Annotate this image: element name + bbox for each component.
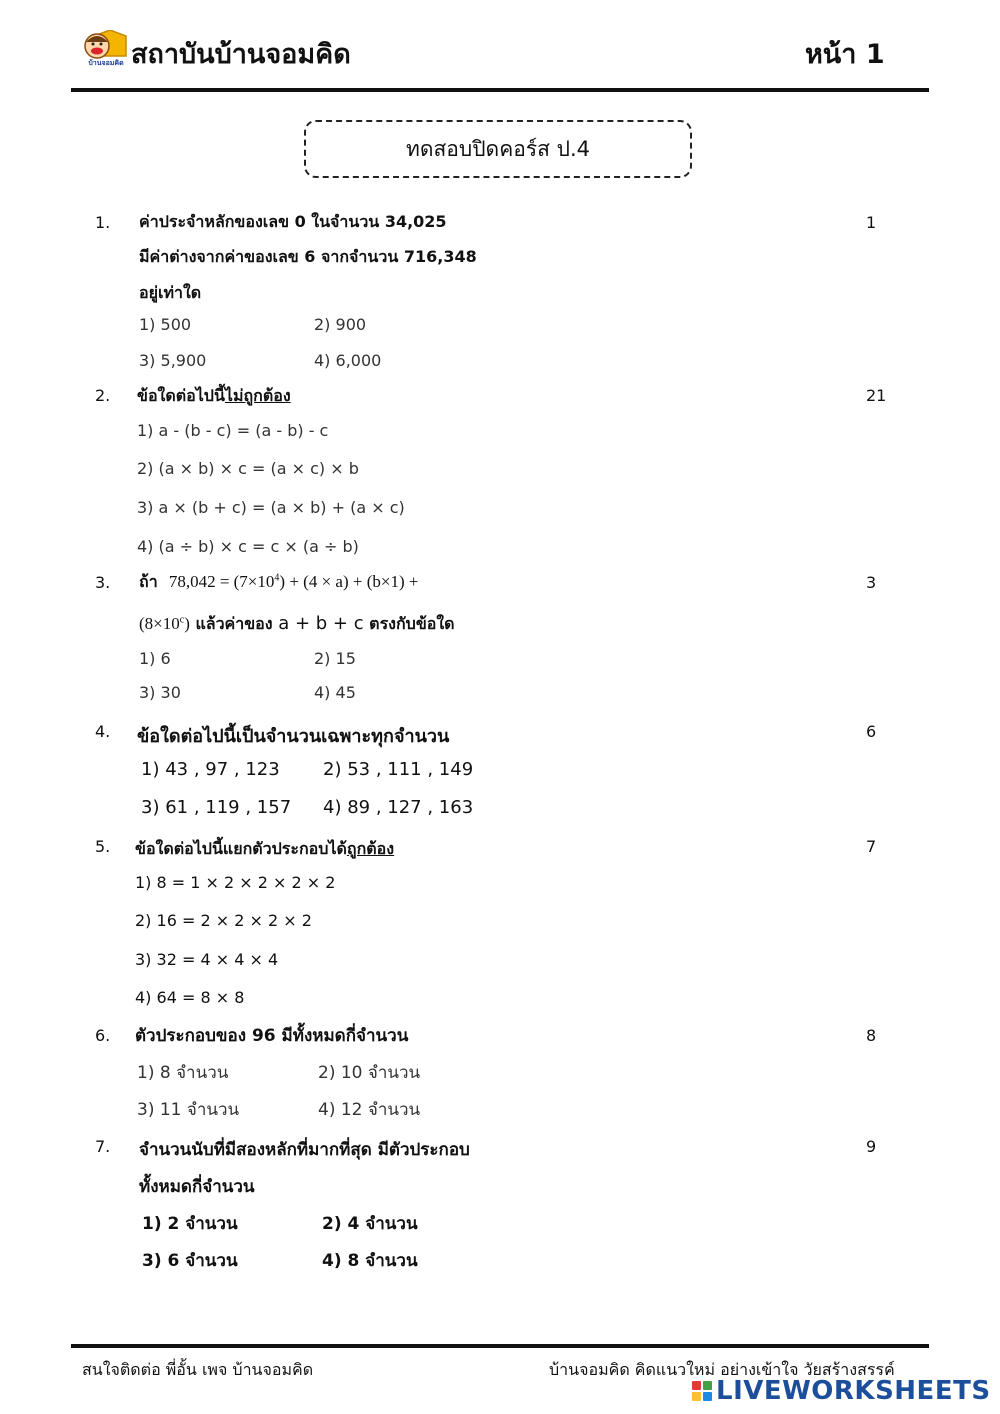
equation bbox=[169, 572, 419, 591]
answer-option[interactable]: 1) 43 , 97 , 123 bbox=[141, 759, 280, 780]
question-text-emphasis: ไม่ถูกต้อง bbox=[224, 386, 291, 405]
answer-option[interactable]: 1) 6 bbox=[139, 649, 171, 668]
answer-option[interactable]: 3) 61 , 119 , 157 bbox=[141, 797, 292, 818]
question-number: 7. bbox=[95, 1137, 111, 1156]
answer-option[interactable]: 2) 15 bbox=[314, 649, 356, 668]
question-score: 9 bbox=[866, 1137, 877, 1156]
question-score: 1 bbox=[866, 213, 877, 232]
answer-option[interactable]: 3) 32 = 4 × 4 × 4 bbox=[135, 950, 279, 969]
answer-option[interactable]: 1) a - (b - c) = (a - b) - c bbox=[137, 421, 329, 440]
question-text-line: อยู่เท่าใด bbox=[139, 283, 202, 302]
answer-option[interactable]: 1) 8 จำนวน bbox=[137, 1063, 229, 1083]
question-number: 2. bbox=[95, 386, 111, 405]
question-text-line: จำนวนนับที่มีสองหลักที่มากที่สุด มีตัวประกอบ bbox=[139, 1140, 470, 1160]
answer-option[interactable]: 4) 12 จำนวน bbox=[318, 1100, 421, 1120]
logo-text: บ้านจอมคิด bbox=[88, 59, 124, 67]
answer-option[interactable]: 3) a × (b + c) = (a × b) + (a × c) bbox=[137, 498, 405, 517]
liveworksheets-logo[interactable] bbox=[692, 1376, 991, 1406]
answer-option[interactable]: 4) 64 = 8 × 8 bbox=[135, 988, 245, 1007]
answer-option[interactable]: 2) 4 จำนวน bbox=[322, 1214, 418, 1234]
question-score: 21 bbox=[866, 386, 887, 405]
equation-part: ) + (4 × a) + (b×1) + bbox=[279, 572, 419, 591]
question-text-emphasis: ถูกต้อง bbox=[346, 839, 395, 858]
question-text-line: ค่าประจำหลักของเลข 0 ในจำนวน 34,025 bbox=[139, 212, 447, 231]
logo-block bbox=[703, 1392, 712, 1401]
question-number: 3. bbox=[95, 573, 111, 592]
answer-option[interactable]: 2) 10 จำนวน bbox=[318, 1063, 421, 1083]
logo-block bbox=[692, 1381, 701, 1390]
answer-option[interactable]: 4) 45 bbox=[314, 683, 356, 702]
answer-option[interactable]: 1) 8 = 1 × 2 × 2 × 2 × 2 bbox=[135, 873, 336, 892]
answer-option[interactable]: 1) 2 จำนวน bbox=[142, 1214, 238, 1234]
expression: a + b + c bbox=[278, 613, 364, 634]
question-text-line: มีค่าต่างจากค่าของเลข 6 จากจำนวน 716,348 bbox=[139, 247, 477, 266]
equation-part: ) bbox=[184, 614, 190, 633]
question-score: 8 bbox=[866, 1026, 877, 1045]
exponent: 4 bbox=[274, 572, 280, 584]
equation bbox=[139, 614, 190, 633]
answer-option[interactable]: 4) 6,000 bbox=[314, 351, 382, 370]
question-score: 3 bbox=[866, 573, 877, 592]
answer-option[interactable]: 3) 30 bbox=[139, 683, 181, 702]
answer-option[interactable]: 4) 8 จำนวน bbox=[322, 1251, 418, 1271]
question-number: 4. bbox=[95, 722, 111, 741]
question-number: 5. bbox=[95, 837, 111, 856]
question-text-line bbox=[135, 837, 394, 862]
question-text-part: ข้อใดต่อไปนี้ bbox=[137, 386, 225, 405]
footer-divider bbox=[71, 1344, 929, 1348]
question-text-part: แล้วค่าของ bbox=[195, 614, 273, 633]
equation-part: 78,042 = (7×10 bbox=[168, 572, 275, 591]
liveworksheets-brand: LIVEWORKSHEETS bbox=[716, 1376, 991, 1406]
header-divider bbox=[71, 88, 929, 92]
exponent: c bbox=[179, 614, 185, 626]
school-name: สถาบันบ้านจอมคิด bbox=[131, 39, 351, 70]
question-text-line bbox=[139, 612, 455, 637]
answer-option[interactable]: 3) 11 จำนวน bbox=[137, 1100, 240, 1120]
answer-option[interactable]: 3) 5,900 bbox=[139, 351, 207, 370]
footer-slogan: บ้านจอมคิด คิดแนวใหม่ อย่างเข้าใจ วัยสร้างสรรค์ bbox=[549, 1360, 895, 1379]
logo bbox=[80, 30, 130, 70]
question-text-part: ถ้า bbox=[139, 572, 158, 591]
liveworksheets-blocks-icon bbox=[692, 1381, 712, 1401]
question-number: 1. bbox=[95, 213, 111, 232]
question-score: 7 bbox=[866, 837, 877, 856]
page-number: หน้า 1 bbox=[805, 39, 885, 70]
question-text-line bbox=[139, 570, 418, 595]
question-text-part: ข้อใดต่อไปนี้แยกตัวประกอบได้ bbox=[135, 839, 347, 858]
question-text-line bbox=[137, 384, 291, 409]
answer-option[interactable]: 2) (a × b) × c = (a × c) × b bbox=[137, 459, 359, 478]
logo-block bbox=[692, 1392, 701, 1401]
question-text-part: ตรงกับข้อใด bbox=[369, 614, 455, 633]
worksheet-title-text: ทดสอบปิดคอร์ส ป.4 bbox=[405, 136, 590, 161]
answer-option[interactable]: 1) 500 bbox=[139, 315, 192, 334]
question-score: 6 bbox=[866, 722, 877, 741]
equation-part: (8×10 bbox=[139, 614, 180, 633]
answer-option[interactable]: 4) 89 , 127 , 163 bbox=[323, 797, 474, 818]
worksheet-title bbox=[304, 120, 692, 178]
footer-contact: สนใจติดต่อ พี่อั้น เพจ บ้านจอมคิด bbox=[82, 1360, 314, 1379]
answer-option[interactable]: 4) (a ÷ b) × c = c × (a ÷ b) bbox=[137, 537, 359, 556]
answer-option[interactable]: 2) 53 , 111 , 149 bbox=[323, 759, 474, 780]
answer-option[interactable]: 2) 16 = 2 × 2 × 2 × 2 bbox=[135, 911, 312, 930]
logo-block bbox=[703, 1381, 712, 1390]
question-text-line: ตัวประกอบของ 96 มีทั้งหมดกี่จำนวน bbox=[135, 1026, 409, 1046]
answer-option[interactable]: 3) 6 จำนวน bbox=[142, 1251, 238, 1271]
question-number: 6. bbox=[95, 1026, 111, 1045]
question-text-line: ทั้งหมดกี่จำนวน bbox=[139, 1177, 255, 1197]
answer-option[interactable]: 2) 900 bbox=[314, 315, 367, 334]
question-text-line: ข้อใดต่อไปนี้เป็นจำนวนเฉพาะทุกจำนวน bbox=[137, 726, 450, 747]
